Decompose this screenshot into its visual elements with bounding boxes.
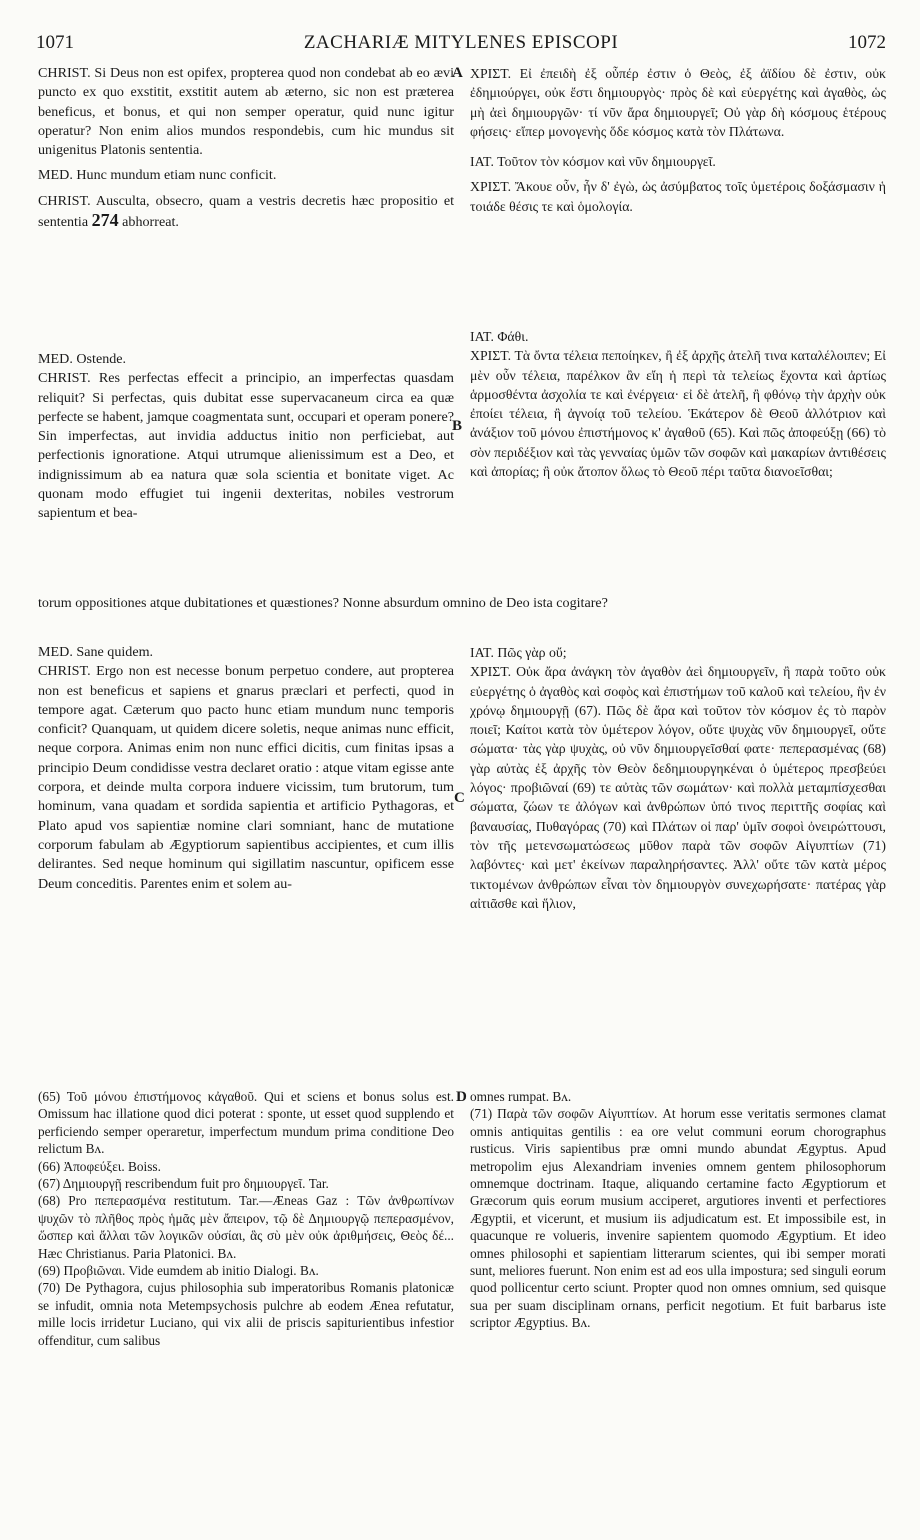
latin-christ-2-end: abhorreat. [122, 214, 179, 231]
footnote-70-continued: omnes rumpat. Bʌ. [470, 1089, 572, 1104]
greek-iat-3: ΙΑΤ. Πῶς γὰρ οὔ; [470, 645, 567, 660]
latin-med-3: MED. Sane quidem. [38, 644, 154, 660]
latin-med-1: MED. Hunc mundum etiam nunc conficit. [38, 167, 277, 184]
full-width-line: torum oppositiones atque dubitationes et quæstiones? Nonne absurdum omnino de Deo ista cogitare? [38, 595, 608, 611]
latin-med-2: MED. Ostende. [38, 351, 127, 367]
latin-column-bottom [38, 643, 454, 894]
running-header [36, 32, 886, 58]
page-number-right: 1072 [848, 32, 886, 53]
page-number-left: 1071 [36, 32, 74, 53]
column-number: 274 [91, 210, 119, 231]
latin-christ-1: CHRIST. Si Deus non est opifex, propterea quod non condebat ab eo ævi puncto ex quo exstitit, exstitit autem ab æterno, sic non est præterea beneficus, et bonus, et qui non semper operatur, quid nunc igitur operatur? Non enim alios mundos respondebis, cum hic mundus sit unigenitus Platonis sententia. [38, 65, 454, 159]
latin-column-top [38, 64, 454, 232]
greek-christ-4: ΧΡΙΣΤ. Οὐκ ἄρα ἀνάγκη τὸν ἀγαθὸν ἀεὶ δημιουργεῖν, ἢ παρὰ τοῦτο οὐκ εὐεργέτης ὁ ἀγαθὸς καὶ σοφὸς καὶ ἐπιστήμων τοῦ καλοῦ καὶ τελείου, ἢν ἐν χρόνῳ δημιουργῇ (67). Πῶς δὲ ἄρα καὶ τοῦτον τὸν κόσμον ἐς τὸ παρὸν ποιεῖ; Καίτοι κατὰ τὸν ὑμέτερον λόγον, οὔτε ψυχὰς νῦν δημιουργεῖ, οὔτε σώματα· τὰς γὰρ ψυχὰς, οὐ νῦν δημιουργεῖσθαί φατε· πεπερασμένας (68) γὰρ αὐτὰς ἐξ ἀρχῆς τὸν Θεὸν δεδημιουργηκέναι ὁ ὑμέτερος πρεσβεύει λόγος· προβιῶναί (69) τε αὐτὰς τῶν σωμάτων· καὶ πολλὰ μεταμπίσχεσθαι σώματα, ζώων τε ἀλόγων καὶ ἀνθρώπων ὑπό τινος περιττῆς σοφίας καὶ βαναυσίας, Πυθαγόρας (70) καὶ Πλάτων οἱ παρ' ὑμῖν σοφοὶ ὀνειρώττουσι, τὸν τῆς μετενσωματώσεως μῦθον παρὰ τῶν σοφῶν Αἰγυπτίων (71) λαβόντες· καὶ μετ' ἐκείνων παραληρήσαντες. Ἀλλ' οὔτε τῶν κατὰ μέρος τικτομένων ἀνθρώπων εἶναι τὸν δημιουργὸν συνεχωρήσατε· πατέρας γὰρ αἰτιᾶσθε καὶ ἥλιον, [470, 664, 886, 911]
footnote-67: (67) Δημιουργῇ rescribendum fuit pro δημιουργεῖ. Tar. [38, 1176, 329, 1192]
latin-christ-4: CHRIST. Ergo non est necesse bonum perpetuo condere, aut propterea non est beneficus et sapiens et gnarus præclari et perfecti, quod in tempore agat. Cæterum quo pacto hunc etiam mundum nunc temporis conficit? Quanquam, ut quidem dicere soletis, neque animas nunc efficit, neque corpora. Animas enim non nunc effici dicitis, cum finitas ipsas a principio Deum condidisse vestra declaret oratio : atque vitam egisse ante corpora, et deinde multa corpora induere vicissim, tum brutorum, tum hominum, vana quadam et sordida sapientia et artificio Pythagoras, et Plato apud vos sapientiæ nomine clari somniant, hanc de mutatione corporum fabulam ab Ægyptiorum sapientibus accipientes, et cum illis delirantes. Sed neque hominum qui sigillatim nascuntur, opificem esse Deum conceditis. Parentes enim et solem au- [38, 663, 454, 892]
running-title: ZACHARIÆ MITYLENES EPISCOPI [303, 32, 619, 53]
latin-christ-3: CHRIST. Res perfectas effecit a principio, an imperfectas quasdam reliquit? Si perfectas, quis dubitat esse supervacaneum circa ea quæ perfecte se habent, jamque coagmentata sunt, occupari et operam ponere? Sin imperfectas, aut invidia adductus initio non perficiebat, aut perfectionis ignoratione. Atqui utrumque alienissimum est a Deo, et indignissimum ab ea natura quæ sola scientia et bonitate viget. Ac quonam modo effugiet tui ingenii dexteritas, nobiles vestrorum sapientum et bea- [38, 370, 454, 522]
greek-christ-2: ΧΡΙΣΤ. Ἄκουε οὖν, ἦν δ' ἐγὼ, ὡς ἀσύμβατος τοῖς ὑμετέροις δοξάσμασιν ἡ τοιάδε θέσις τε καὶ ὁμολογία. [470, 179, 886, 214]
latin-column-middle [38, 350, 454, 524]
section-marker-c: C [454, 790, 465, 806]
footnote-66: (66) Ἀποφεύξει. Boiss. [38, 1158, 161, 1174]
section-marker-b: B [452, 418, 463, 434]
section-marker-d: D [456, 1089, 467, 1105]
latin-christ-2 [38, 192, 454, 233]
greek-column-bottom [470, 643, 886, 913]
greek-iat-1: ΙΑΤ. Τοῦτον τὸν κόσμον καὶ νῦν δημιουργεῖ. [470, 154, 716, 170]
greek-column-middle [470, 327, 886, 481]
footnote-68: (68) Pro πεπερασμένα restitutum. Tar.—Æneas Gaz : Τῶν ἀνθρωπίνων ψυχῶν τὸ πλῆθος πρὸς ἡμᾶς μὲν ἄπειρον, τῷ δὲ Δημιουργῷ πεπερασμένον, ὥσπερ καὶ ἄλλαι τῶν λογικῶν οὐσίαι, ἃς σὺ μὲν οὐκ ἀριθμήσεις, Θεὸς δέ... Hæc Christianus. Paria Platonici. Bʌ. [38, 1193, 454, 1261]
greek-iat-2: ΙΑΤ. Φάθι. [470, 329, 529, 344]
footnote-69: (69) Προβιῶναι. Vide eumdem ab initio Dialogi. Bʌ. [38, 1263, 319, 1279]
latin-christ-2-text: CHRIST. Ausculta, obsecro, quam a vestris decretis hæc propositio et sententia [38, 192, 454, 231]
greek-christ-3: ΧΡΙΣΤ. Τὰ ὄντα τέλεια πεποίηκεν, ἢ ἐξ ἀρχῆς ἀτελῆ τινα καταλέλοιπεν; Εἰ μὲν οὖν τέλεια, παρέλκον ἂν εἴη ἡ περὶ τὰ τελείως ἔχοντα καὶ ἀρτίως ἁρμοσθέντα ἀσχολία τε καὶ ἐνέργεια· εἰ δὲ ἀτελῆ, ἢ φθόνῳ τὴν ἀρχὴν οὐκ ἐποίει τέλεια, ἢ ἀγνοίᾳ τοῦ τελείου. Ἑκάτερον δὲ Θεοῦ ἀλλότριον καὶ ἀνάξιον τοῦ μόνου ἐπιστήμονος κ' ἀγαθοῦ (65). Καὶ πῶς ἀποφεύξῃ (66) τὸ σὸν περιδέξιον καὶ τὰς γενναίας ὑμῶν τῶν σοφῶν καὶ μακαρίων ἀντιθέσεις καὶ ἀπορίας; ἢ οὐκ ἄτοπον ὅλως τὸ Θεοῦ πέρι ταῦτα διανοεῖσθαι; [470, 348, 886, 480]
footnote-70: (70) De Pythagora, cujus philosophia sub imperatoribus Romanis platonicæ se infudit, omnia nota Metempsychosis pulchre ab eodem Ænea refutatur, mille locis irridetur Luciano, qui vix alii de priscis sapiturientibus infestior offenditur, cum salibus [38, 1280, 454, 1348]
section-marker-a: A [452, 65, 463, 81]
footnotes-left [38, 1088, 454, 1349]
footnote-65: (65) Τοῦ μόνου ἐπιστήμονος κἀγαθοῦ. Qui et sciens et bonus solus est. Omissum hac illatione quod dici poterat : sponte, ut esset quod supplendo et perficiendo semper operaretur, imperfectum mundum prima conditione Deo relictum Bʌ. [38, 1089, 454, 1157]
footnotes-right [470, 1088, 886, 1332]
footnote-71: (71) Παρὰ τῶν σοφῶν Αἰγυπτίων. At horum esse veritatis sermones clamat omnis antiquitas gentilis : ea ore velut communi eorum chorographus rusticus. Viris sapientibus præ omni mundo abundat Ægyptus. Apud metropolim ejus Alexandriam invenies omnem gentem philosophorum omnemque doctrinam. Itaque, aliquando certamine facto Ægyptiorum et Græcorum quis eorum musium acciperet, argutiores inventi et perfectiores Ægyptii, et vicerunt, et musium iis adjudicatum est. Et impossibile est, in quacunque re volueris, invenire sapientem quomodo Ægyptium. Et ideo omnes philosophi et sapientiam litterarum scientes, qui ibi semper morati sunt, meliores fuerunt. Non enim est ad eos ulla impostura; sed singuli eorum quod pollicentur certo sciunt. Propter quod non omnes omnium, sed quisque sua per suam disciplinam ornans, perficit negotium. Et fuit barbarus iste scriptor Ægyptius. Bʌ. [470, 1106, 886, 1331]
greek-column-top [470, 64, 886, 216]
greek-christ-1: ΧΡΙΣΤ. Εἰ ἐπειδὴ ἐξ οὗπέρ ἐστιν ὁ Θεὸς, ἐξ ἀϊδίου δὲ ἐστιν, οὐκ ἐδημιούργει, οὐκ ἔστι δημιουργὸς· πρὸς δὲ καὶ εὐεργέτης καὶ ἀγαθὸς, ὡς μὴ ἀεὶ δημιουργῶν· τί νῦν ἄρα δημιουργεῖ; Οὐ γὰρ δὴ κόσμους ἑτέρους φήσεις· εἴπερ μονογενὴς ὅδε κόσμος κατὰ τὸν Πλάτωνα. [470, 66, 886, 139]
